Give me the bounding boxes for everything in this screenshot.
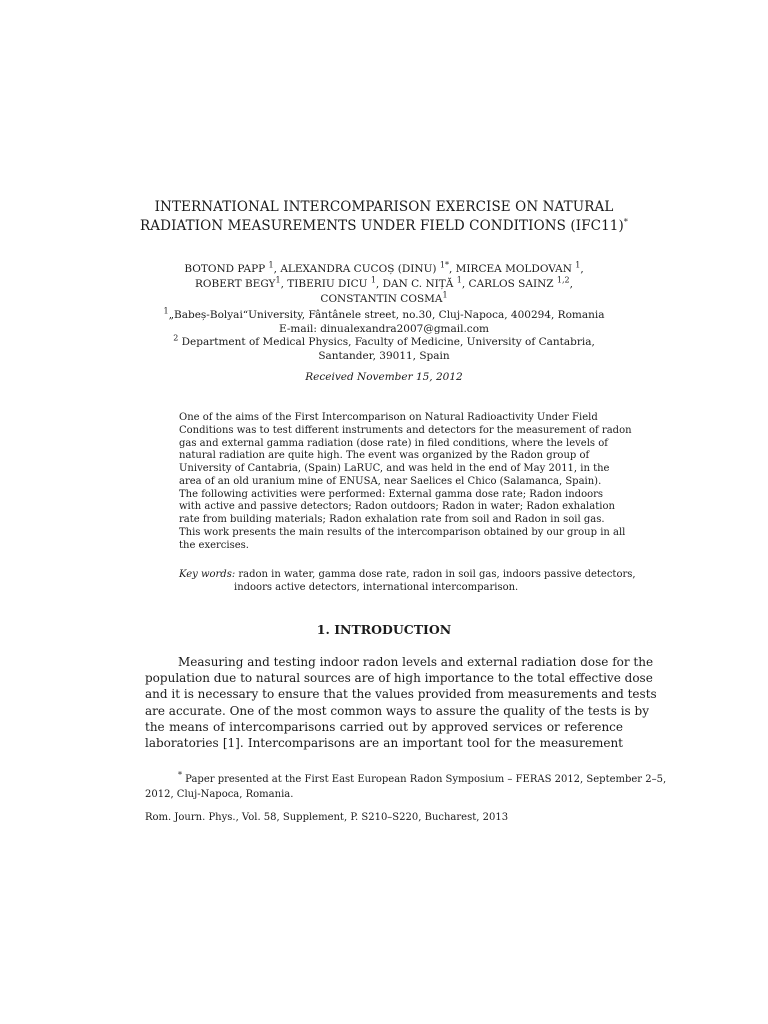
author-affil-sup: 1	[575, 260, 581, 270]
introduction-body	[145, 654, 657, 751]
author-affil-sup: 1	[442, 290, 448, 300]
journal-citation: Rom. Journ. Phys., Vol. 58, Supplement, P. S210–S220, Bucharest, 2013	[145, 812, 509, 823]
abstract-line: The following activities were performed: External gamma dose rate; Radon indoors	[179, 488, 604, 500]
body-line: and it is necessary to ensure that the values provided from measurements and tests	[145, 687, 657, 702]
author-affil-sup: 1	[370, 275, 376, 285]
section-heading-introduction: 1. INTRODUCTION	[316, 622, 452, 637]
author-affil-sup: 1	[275, 275, 281, 285]
author-line-2: ROBERT BEGY$^1$, TIBERIU DICU $^1$, DAN C. NIȚĂ $^1$, CARLOS SAINZ $^{1,2}$,	[194, 275, 573, 290]
author-name: DAN C. NIȚĂ	[382, 278, 454, 290]
abstract-line: with active and passive detectors; Radon outdoors; Radon in water; Radon exhalation	[179, 501, 615, 513]
footnote	[145, 770, 667, 802]
author-name: ROBERT BEGY	[194, 278, 276, 290]
author-name: TIBERIU DICU	[287, 278, 368, 290]
keywords-label: Key words:	[179, 569, 236, 580]
abstract-line: area of an old uranium mine of ENUSA, near Saelices el Chico (Salamanca, Spain).	[179, 475, 602, 487]
author-list	[150, 262, 618, 307]
keywords-line-2: indoors active detectors, international intercomparison.	[234, 582, 519, 593]
abstract-line: natural radiation are quite high. The event was organized by the Radon group of	[179, 450, 590, 462]
title-line-2: RADIATION MEASUREMENTS UNDER FIELD CONDITIONS (IFC11)*	[140, 217, 628, 234]
author-name: CARLOS SAINZ	[468, 278, 554, 290]
author-line-3	[150, 292, 618, 307]
title-footnote-mark: *	[623, 217, 628, 227]
affiliations	[150, 306, 618, 363]
body-line: Measuring and testing indoor radon levels and external radiation dose for the	[178, 655, 654, 669]
author-affil-sup: 1	[268, 260, 274, 270]
abstract-line: rate from building materials; Radon exhalation rate from soil and Radon in soil gas.	[179, 514, 605, 525]
abstract-line: gas and external gamma radiation (dose rate) in filed conditions, where the levels of	[179, 437, 608, 449]
footnote-line-2: 2012, Cluj-Napoca, Romania.	[145, 789, 294, 800]
author-name: MIRCEA MOLDOVAN	[455, 263, 572, 275]
abstract-line: One of the aims of the First Intercomparison on Natural Radioactivity Under Field	[179, 412, 598, 423]
abstract-line: the exercises.	[179, 539, 249, 551]
author-name: ALEXANDRA CUCOȘ (DINU)	[280, 263, 437, 275]
footnote-mark: *	[178, 770, 182, 780]
author-affil-sup: 1,2	[556, 275, 570, 285]
author-name: CONSTANTIN COSMA	[320, 293, 443, 305]
keywords	[179, 568, 636, 594]
paper-title	[120, 198, 648, 236]
body-line: population due to natural sources are of high importance to the total effective dose	[145, 671, 653, 686]
affiliation-2-cont: Santander, 39011, Spain	[318, 349, 450, 362]
title-line-1: INTERNATIONAL INTERCOMPARISON EXERCISE ON NATURAL	[154, 199, 614, 215]
footnote-line-1: * Paper presented at the First East European Radon Symposium – FERAS 2012, September 2–5,	[178, 770, 667, 785]
body-line: are accurate. One of the most common ways to assure the quality of the tests is by	[145, 703, 649, 718]
keywords-line-1: Key words: radon in water, gamma dose rate, radon in soil gas, indoors passive detectors,	[179, 569, 636, 580]
body-line: the means of intercomparisons carried out by approved services or reference	[145, 719, 623, 734]
body-line: laboratories [1]. Intercomparisons are an important tool for the measurement	[145, 735, 623, 750]
received-date: Received November 15, 2012	[305, 371, 463, 383]
author-affil-sup: 1*	[439, 260, 449, 270]
abstract-line: University of Cantabria, (Spain) LaRUC, and was held in the end of May 2011, in the	[179, 463, 610, 474]
author-line-1: BOTOND PAPP $^1$, ALEXANDRA CUCOȘ (DINU) $^{1*}$, MIRCEA MOLDOVAN $^1$,	[184, 260, 584, 275]
abstract-line: This work presents the main results of the intercomparison obtained by our group in all	[179, 526, 626, 538]
abstract-line: Conditions was to test different instruments and detectors for the measurement of radon	[179, 424, 632, 436]
affiliation-2: $^2$ Department of Medical Physics, Faculty of Medicine, University of Cantabria,	[173, 333, 595, 348]
contact-email: E-mail: dinualexandra2007@gmail.com	[279, 322, 489, 335]
author-name: BOTOND PAPP	[184, 263, 266, 275]
author-affil-sup: 1	[456, 275, 462, 285]
affiliation-1: $^1$„Babeș-Bolyai“University, Fântânele street, no.30, Cluj-Napoca, 400294, Romania	[163, 306, 605, 321]
abstract	[179, 412, 632, 552]
